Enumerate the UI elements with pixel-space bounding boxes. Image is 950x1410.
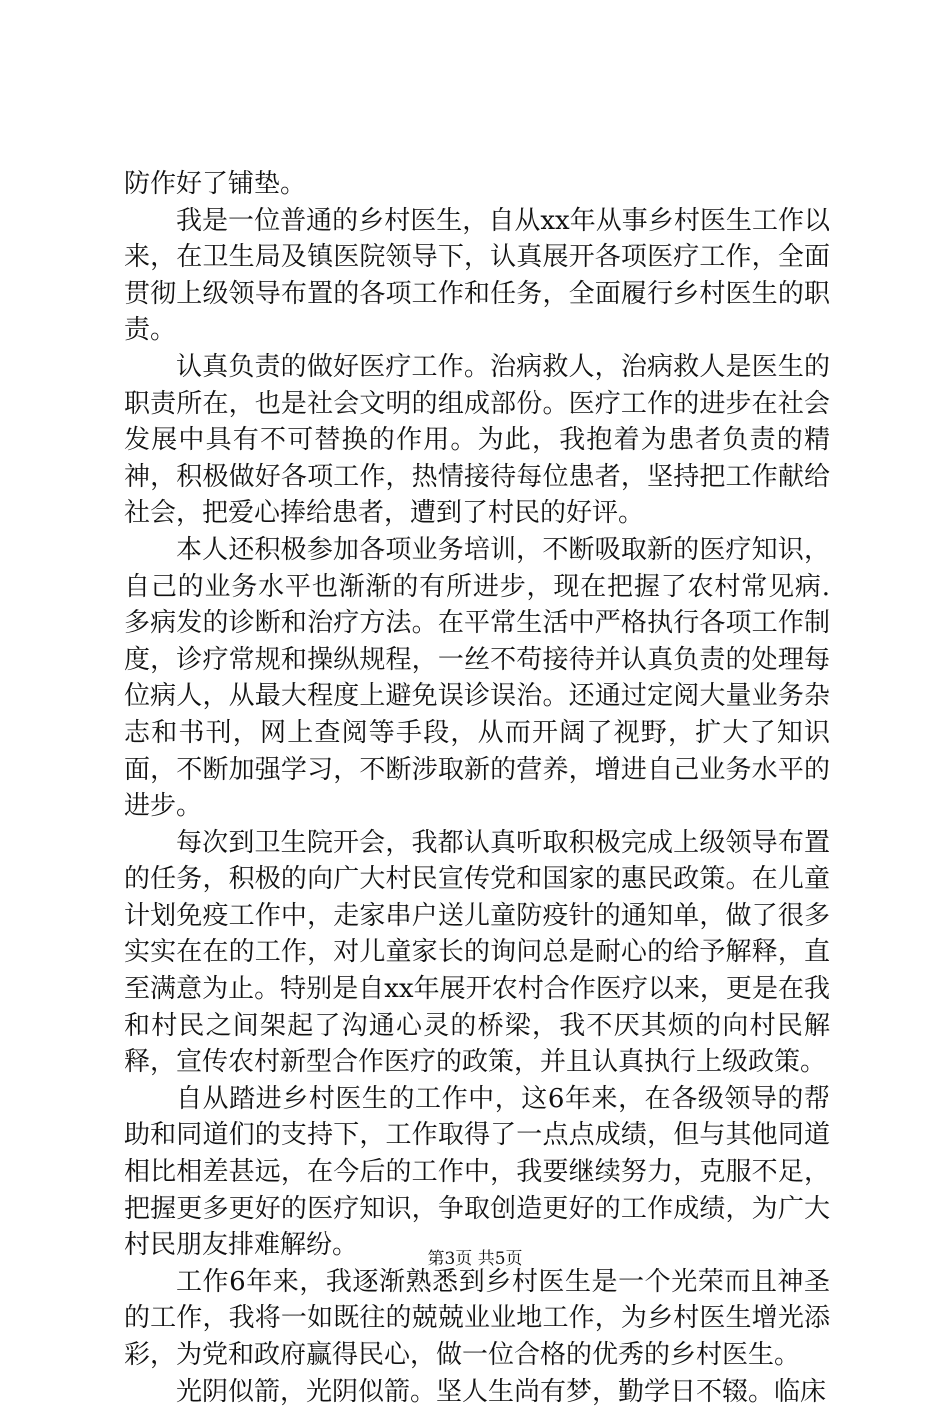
paragraph: 光阴似箭，光阴似箭。坚人生尚有梦，勤学日不辍。临床	[176, 1376, 827, 1407]
paragraph-continued: 防作好了铺垫。	[124, 169, 307, 199]
page-number-footer: 第3页 共5页	[427, 1249, 523, 1269]
paragraph: 本人还积极参加各项业务培训，不断吸取新的医疗知识，自己的业务水平也渐渐的有所进步，现在把握了农村常见病.多病发的诊断和治疗方法。在平常生活中严格执行各项工作制度，诊疗常规和操纵规程，一丝不苟接待并认真负责的处理每位病人，从最大程度上避免误诊误治。还通过定阅大量业务杂志和书刊，网上查阅等手段，从而开阔了视野，扩大了知识面，不断加强学习，不断涉取新的营养，增进自己业务水平的进步。	[124, 534, 830, 822]
paragraph: 我是一位普通的乡村医生，自从xx年从事乡村医生工作以来，在卫生局及镇医院领导下，认真展开各项医疗工作，全面贯彻上级领导布置的各项工作和任务，全面履行乡村医生的职责。	[124, 205, 830, 346]
paragraph: 每次到卫生院开会，我都认真听取积极完成上级领导布置的任务，积极的向广大村民宣传党和国家的惠民政策。在儿童计划免疫工作中，走家串户送儿童防疫针的通知单，做了很多实实在在的工作，对儿童家长的询问总是耐心的给予解释，直至满意为止。特别是自xx年展开农村合作医疗以来，更是在我和村民之间架起了沟通心灵的桥梁，我不厌其烦的向村民解释，宣传农村新型合作医疗的政策，并且认真执行上级政策。	[124, 827, 830, 1078]
document-body	[124, 166, 830, 1410]
paragraph: 认真负责的做好医疗工作。治病救人，治病救人是医生的职责所在，也是社会文明的组成部份。医疗工作的进步在社会发展中具有不可替换的作用。为此，我抱着为患者负责的精神，积极做好各项工作，热情接待每位患者，坚持把工作献给社会，把爱心捧给患者，遭到了村民的好评。	[124, 351, 830, 529]
paragraph: 工作6年来，我逐渐熟悉到乡村医生是一个光荣而且神圣的工作，我将一如既往的兢兢业业地工作，为乡村医生增光添彩，为党和政府赢得民心，做一位合格的优秀的乡村医生。	[124, 1266, 830, 1370]
paragraph: 自从踏进乡村医生的工作中，这6年来，在各级领导的帮助和同道们的支持下，工作取得了一点点成绩，但与其他同道相比相差甚远，在今后的工作中，我要继续努力，克服不足，把握更多更好的医疗知识，争取创造更好的工作成绩，为广大村民朋友排难解纷。	[124, 1083, 830, 1261]
